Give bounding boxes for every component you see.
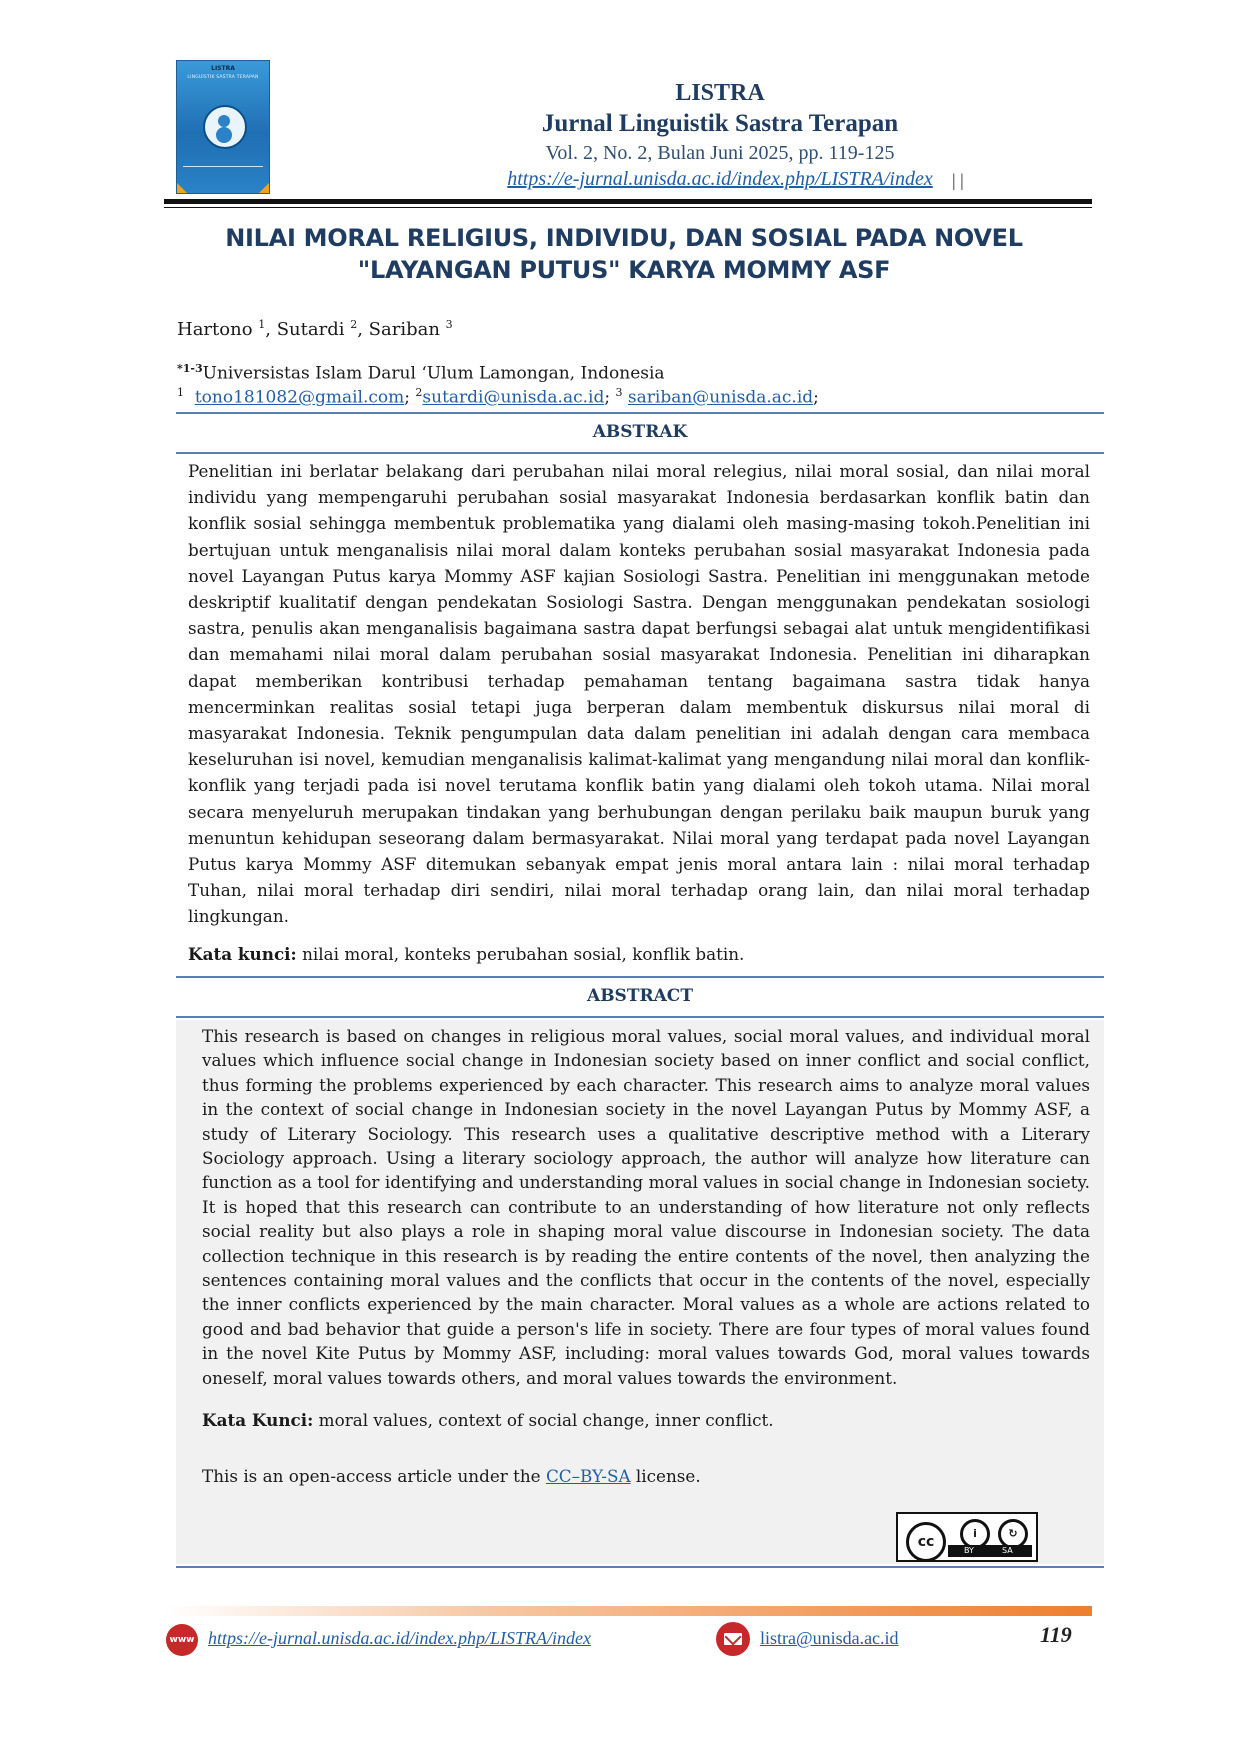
by-icon: i: [960, 1519, 990, 1549]
section-divider: [176, 1016, 1104, 1018]
article-title-line: "LAYANGAN PUTUS" KARYA MOMMY ASF: [357, 256, 891, 284]
section-divider: [176, 452, 1104, 454]
author-name: Hartono: [177, 319, 259, 340]
keywords-text: nilai moral, konteks perubahan sosial, konflik batin.: [296, 944, 745, 964]
license-link[interactable]: CC–BY-SA: [545, 1466, 631, 1486]
article-title: [176, 222, 1072, 286]
footer-url-link[interactable]: https://e-jurnal.unisda.ac.id/index.php/LISTRA/index: [208, 1628, 591, 1648]
section-divider: [176, 1566, 1104, 1568]
author-name: , Sariban: [357, 319, 446, 340]
email-link[interactable]: sutardi@unisda.ac.id: [422, 387, 605, 408]
badge-strip: [948, 1545, 1032, 1557]
email-link[interactable]: tono181082@gmail.com: [194, 387, 405, 408]
author-sup: 3: [445, 318, 453, 331]
email-sup: 3: [615, 386, 623, 399]
journal-name: LISTRA: [675, 80, 765, 106]
journal-volume-info: Vol. 2, No. 2, Bulan Juni 2025, pp. 119-125: [545, 142, 895, 164]
affiliation-text: Universistas Islam Darul ‘Ulum Lamongan, Indonesia: [202, 363, 665, 384]
email-link[interactable]: sariban@unisda.ac.id: [627, 387, 814, 408]
author-list: [177, 318, 453, 340]
author-name: , Sutardi: [265, 319, 351, 340]
keywords-label: Kata Kunci:: [202, 1410, 314, 1430]
footer-email-link[interactable]: listra@unisda.ac.id: [760, 1628, 899, 1648]
abstract-keywords: [202, 1410, 774, 1430]
email-sup: 2: [415, 386, 423, 399]
affiliation: [177, 362, 665, 384]
cover-emblem-icon: [203, 105, 247, 149]
header-rule-thin: [164, 207, 1092, 208]
abstract-heading: ABSTRACT: [587, 986, 693, 1006]
by-label: BY: [964, 1546, 974, 1555]
abstrak-keywords: [188, 944, 744, 964]
cover-corner-decoration: [259, 183, 269, 193]
footer-gradient-bar: [164, 1606, 1092, 1616]
open-access-notice: [202, 1466, 701, 1486]
www-icon: www: [166, 1624, 198, 1656]
journal-url-link[interactable]: https://e-jurnal.unisda.ac.id/index.php/LISTRA/index: [507, 168, 933, 190]
oa-suffix: license.: [630, 1466, 701, 1486]
sa-label: SA: [1002, 1546, 1013, 1555]
cc-by-sa-badge[interactable]: [896, 1512, 1038, 1562]
email-sup: 1: [177, 386, 184, 399]
author-sup: 2: [350, 318, 358, 331]
cover-title: LISTRA: [211, 65, 235, 72]
cc-icon: cc: [906, 1522, 946, 1562]
mail-icon: [716, 1622, 750, 1656]
cover-footer: [183, 166, 263, 185]
keywords-label: Kata kunci:: [188, 944, 297, 964]
cover-corner-decoration: [177, 183, 187, 193]
header-rule: [164, 199, 1092, 204]
journal-cover-image: [176, 60, 270, 194]
journal-full-title: Jurnal Linguistik Sastra Terapan: [541, 110, 899, 137]
sa-icon: ↻: [998, 1519, 1028, 1549]
author-emails: $^1$ tono181082@gmail.com; $^2$sutardi@unisda.ac.id; $^3$ sariban@unisda.ac.id;: [177, 386, 819, 408]
oa-prefix: This is an open-access article under the: [202, 1466, 546, 1486]
affiliation-mark: *1-3: [177, 362, 203, 375]
header-separator: | |: [952, 170, 964, 190]
section-divider: [176, 412, 1104, 414]
abstract-text: This research is based on changes in religious moral values, social moral values, and individual moral values which influence social change in Indonesian society based on inner conflict and social conflict, thus forming the problems experienced by each character. This research aims to analyze moral values in the context of social change in Indonesian society in the novel Layangan Putus by Mommy ASF, a study of Literary Sociology. This research uses a qualitative descriptive method with a Literary Sociology approach. Using a literary sociology approach, the author will analyze how literature can function as a tool for identifying and understanding moral values in social change in Indonesian society. It is hoped that this research can contribute to an understanding of how literature not only reflects social reality but also plays a role in shaping moral value discourse in Indonesian society. The data collection technique in this research is by reading the entire contents of the novel, then analyzing the sentences containing moral values and the conflicts that occur in the contents of the novel, especially the inner conflicts experienced by the main character. Moral values as a whole are actions related to good and bad behavior that guide a person's life in society. There are four types of moral values found in the novel Kite Putus by Mommy ASF, including: moral values towards God, moral values towards oneself, moral values towards others, and moral values towards the environment.: [202, 1026, 1090, 1388]
cover-subtitle: LINGUISTIK SASTRA TERAPAN: [187, 75, 259, 80]
author-sup: 1: [258, 318, 266, 331]
article-title-line: NILAI MORAL RELIGIUS, INDIVIDU, DAN SOSIAL PADA NOVEL: [225, 224, 1023, 252]
keywords-text: moral values, context of social change, inner conflict.: [313, 1410, 774, 1430]
page-number: 119: [1040, 1622, 1072, 1647]
section-divider: [176, 976, 1104, 978]
abstrak-heading: ABSTRAK: [592, 422, 688, 442]
abstrak-text: Penelitian ini berlatar belakang dari perubahan nilai moral relegius, nilai moral sosial, dan nilai moral individu yang mempengaruhi perubahan sosial masyarakat Indonesia berdasarkan konflik batin dan konflik sosial sehingga membentuk problematika yang dialami oleh masing-masing tokoh.Penelitian ini bertujuan untuk menganalisis nilai moral dalam konteks perubahan sosial masyarakat Indonesia pada novel Layangan Putus karya Mommy ASF kajian Sosiologi Sastra. Penelitian ini menggunakan metode deskriptif kualitatif dengan pendekatan Sosiologi Sastra. Dengan menggunakan pendekatan sosiologi sastra, penulis akan menganalisis bagaimana sastra dapat berfungsi sebagai alat untuk mengidentifikasi dan memahami nilai moral dalam perubahan sosial masyarakat Indonesia. Penelitian ini diharapkan dapat memberikan kontribusi terhadap pemahaman tentang bagaimana sastra tidak hanya mencerminkan realitas sosial tetapi juga berperan dalam membentuk diskursus nilai moral di masyarakat Indonesia. Teknik pengumpulan data dalam penelitian ini adalah dengan cara membaca keseluruhan isi novel, kemudian menganalisis kalimat-kalimat yang mengandung nilai moral dan konflik-konflik yang terjadi pada isi novel terutama konflik batin yang dialami oleh tokoh utama. Nilai moral secara menyeluruh merupakan tindakan yang berhubungan dengan perilaku baik maupun buruk yang menuntun kehidupan seseorang dalam bermasyarakat. Nilai moral yang terdapat pada novel Layangan Putus karya Mommy ASF ditemukan sebanyak empat jenis moral antara lain : nilai moral terhadap Tuhan, nilai moral terhadap diri sendiri, nilai moral terhadap orang lain, dan nilai moral terhadap lingkungan.: [188, 461, 1090, 927]
